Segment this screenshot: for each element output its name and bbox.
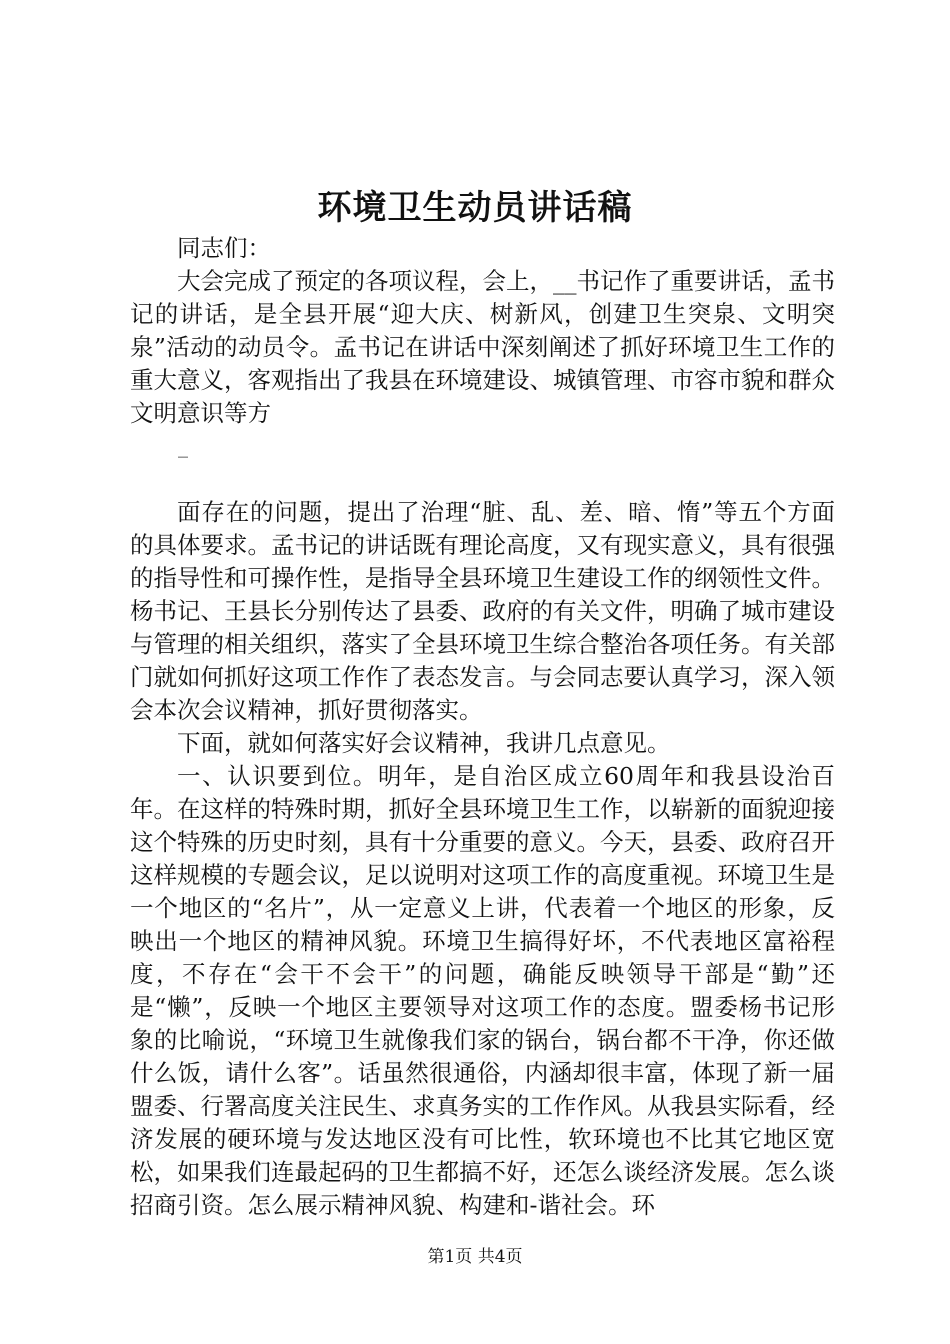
page-footer: 第1页 共4页 — [427, 1247, 523, 1267]
paragraph-1: 大会完成了预定的各项议程，会上，__书记作了重要讲话，孟书记的讲话，是全县开展“迎大庆、树新风，创建卫生突泉、文明突泉”活动的动员令。孟书记在讲话中深刻阐述了抓好环境卫生工作的重大意义，客观指出了我县在环境建设、城镇管理、市容市貌和群众文明意识等方 — [130, 267, 835, 427]
paragraph-2: 面存在的问题，提出了治理“脏、乱、差、暗、惰”等五个方面的具体要求。孟书记的讲话既有理论高度，又有现实意义，具有很强的指导性和可操作性，是指导全县环境卫生建设工作的纲领性文件。杨书记、王县长分别传达了县委、政府的有关文件，明确了城市建设与管理的相关组织，落实了全县环境卫生综合整治各项任务。有关部门就如何抓好这项工作作了表态发言。与会同志要认真学习，深入领会本次会议精神，抓好贯彻落实。 — [130, 498, 835, 724]
paragraph-4: 一、认识要到位。明年，是自治区成立60周年和我县设治百年。在这样的特殊时期，抓好全县环境卫生工作，以崭新的面貌迎接这个特殊的历史时刻，具有十分重要的意义。今天，县委、政府召开这样规模的专题会议，足以说明对这项工作的高度重视。环境卫生是一个地区的“名片”，从一定意义上讲，代表着一个地区的形象，反映出一个地区的精神风貌。环境卫生搞得好坏，不代表地区富裕程度，不存在“会干不会干”的问题，确能反映领导干部是“勤”还是“懒”，反映一个地区主要领导对这项工作的态度。盟委杨书记形象的比喻说，“环境卫生就像我们家的锅台，锅台都不干净，你还做什么饭，请什么客”。话虽然很通俗，内涵却很丰富，体现了新一届盟委、行署高度关注民生、求真务实的工作作风。从我县实际看，经济发展的硬环境与发达地区没有可比性，软环境也不比其它地区宽松，如果我们连最起码的卫生都搞不好，还怎么谈经济发展。怎么谈招商引资。怎么展示精神风貌、构建和-谐社会。环 — [130, 762, 835, 1219]
document-title: 环境卫生动员讲话稿 — [317, 188, 633, 228]
paragraph-3: 下面，就如何落实好会议精神，我讲几点意见。 — [177, 729, 671, 757]
stray-underscore: _ — [178, 434, 188, 458]
salutation: 同志们： — [177, 234, 271, 262]
document-body — [130, 232, 835, 1222]
